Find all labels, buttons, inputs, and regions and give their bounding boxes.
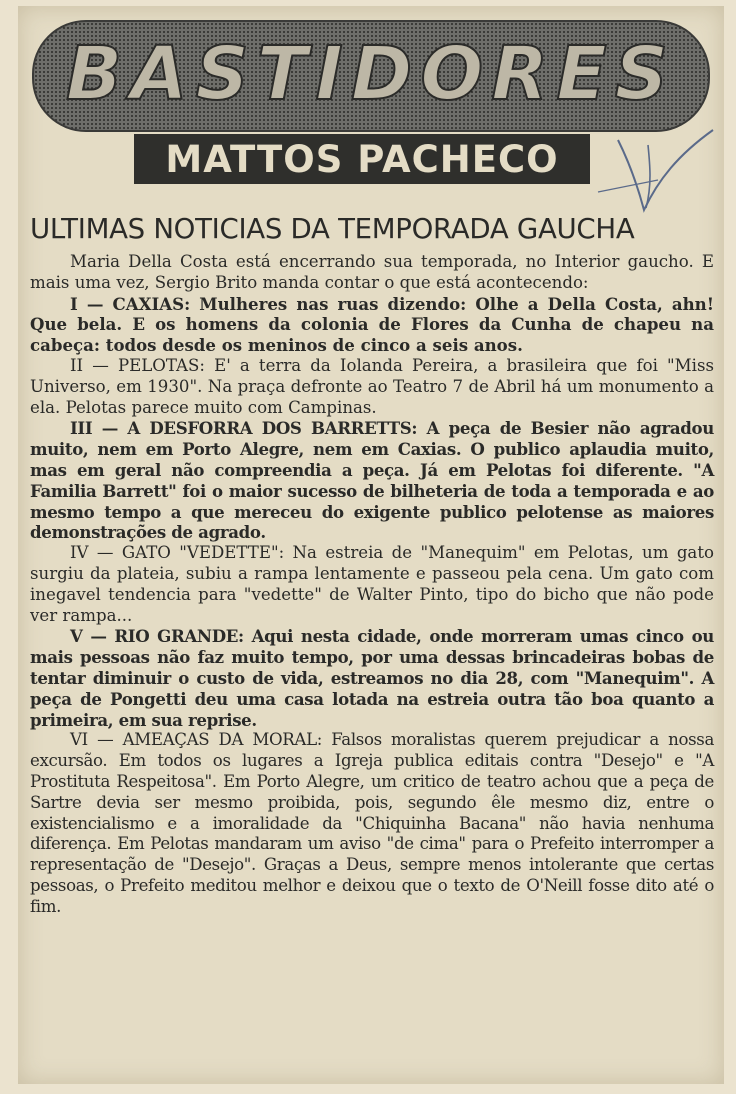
handwritten-pen-mark bbox=[578, 110, 728, 220]
paragraph-ameacas-moral: VI — AMEAÇAS DA MORAL: Falsos moralistas querem prejudicar a nossa excursão. Em todos os lugares a Igreja publica editais contra "Desejo" e "A Prostituta Respeitosa". Em Porto Alegre, um critico de teatro achou que a peça de Sartre devia ser mesmo proibida, pois, segundo êle mesmo diz, entre o existencialismo e a imoralidade da "Chiquinha Bacana" não havia nenhuma diferença. Em Pelotas mandaram um aviso "de cima" para o Prefeito interromper a representação de "Desejo". Graças a Deus, sempre menos intolerante que certas pessoas, o Prefeito meditou melhor e deixou que o texto de O'Neill fosse dito até o fim. bbox=[30, 730, 714, 916]
paragraph-barretts: III — A DESFORRA DOS BARRETTS: A peça de Besier não agradou muito, nem em Porto Alegre, nem em Caxias. O publico aplaudia muito, mas em geral não compreendia a peça. Já em Pelotas foi diferente. "A Familia Barrett" foi o maior sucesso de bilheteria de toda a temporada e ao mesmo tempo a que mereceu do exigente publico pelotense as maiores demonstrações de agrado. bbox=[30, 418, 714, 543]
paragraph-pelotas: II — PELOTAS: E' a terra da Iolanda Pereira, a brasileira que foi "Miss Universo, em 1930". Na praça defronte ao Teatro 7 de Abril há um monumento a ela. Pelotas parece muito com Campinas. bbox=[30, 355, 714, 417]
newspaper-clipping bbox=[18, 6, 724, 1084]
author-byline bbox=[134, 134, 590, 184]
paragraph-rio-grande: V — RIO GRANDE: Aqui nesta cidade, onde morreram umas cinco ou mais pessoas não faz muito tempo, por uma dessas brincadeiras bobas de tentar diminuir o custo de vida, estreamos no dia 28, com "Manequim". A peça de Pongetti deu uma casa lotada na estreia outra tão boa quanto a primeira, em sua reprise. bbox=[30, 626, 714, 730]
paragraph-caxias: I — CAXIAS: Mulheres nas ruas dizendo: Olhe a Della Costa, ahn! Que bela. E os homens da colonia de Flores da Cunha de chapeu na cabeça: todos desde os meninos de cinco a seis anos. bbox=[30, 293, 714, 356]
author-name: MATTOS PACHECO bbox=[165, 137, 559, 181]
paragraph-intro: Maria Della Costa está encerrando sua temporada, no Interior gaucho. E mais uma vez, Sergio Brito manda contar o que está acontecendo: bbox=[30, 252, 714, 292]
article-headline: ULTIMAS NOTICIAS DA TEMPORADA GAUCHA bbox=[30, 212, 635, 245]
article-body bbox=[30, 252, 714, 918]
column-title: BASTIDORES bbox=[65, 31, 677, 117]
paragraph-gato-vedette: IV — GATO "VEDETTE": Na estreia de "Manequim" em Pelotas, um gato surgiu da plateia, subiu a rampa lentamente e passeou pela cena. Um gato com inegavel tendencia para "vedette" de Walter Pinto, tipo do bicho que não pode ver rampa... bbox=[30, 543, 714, 625]
